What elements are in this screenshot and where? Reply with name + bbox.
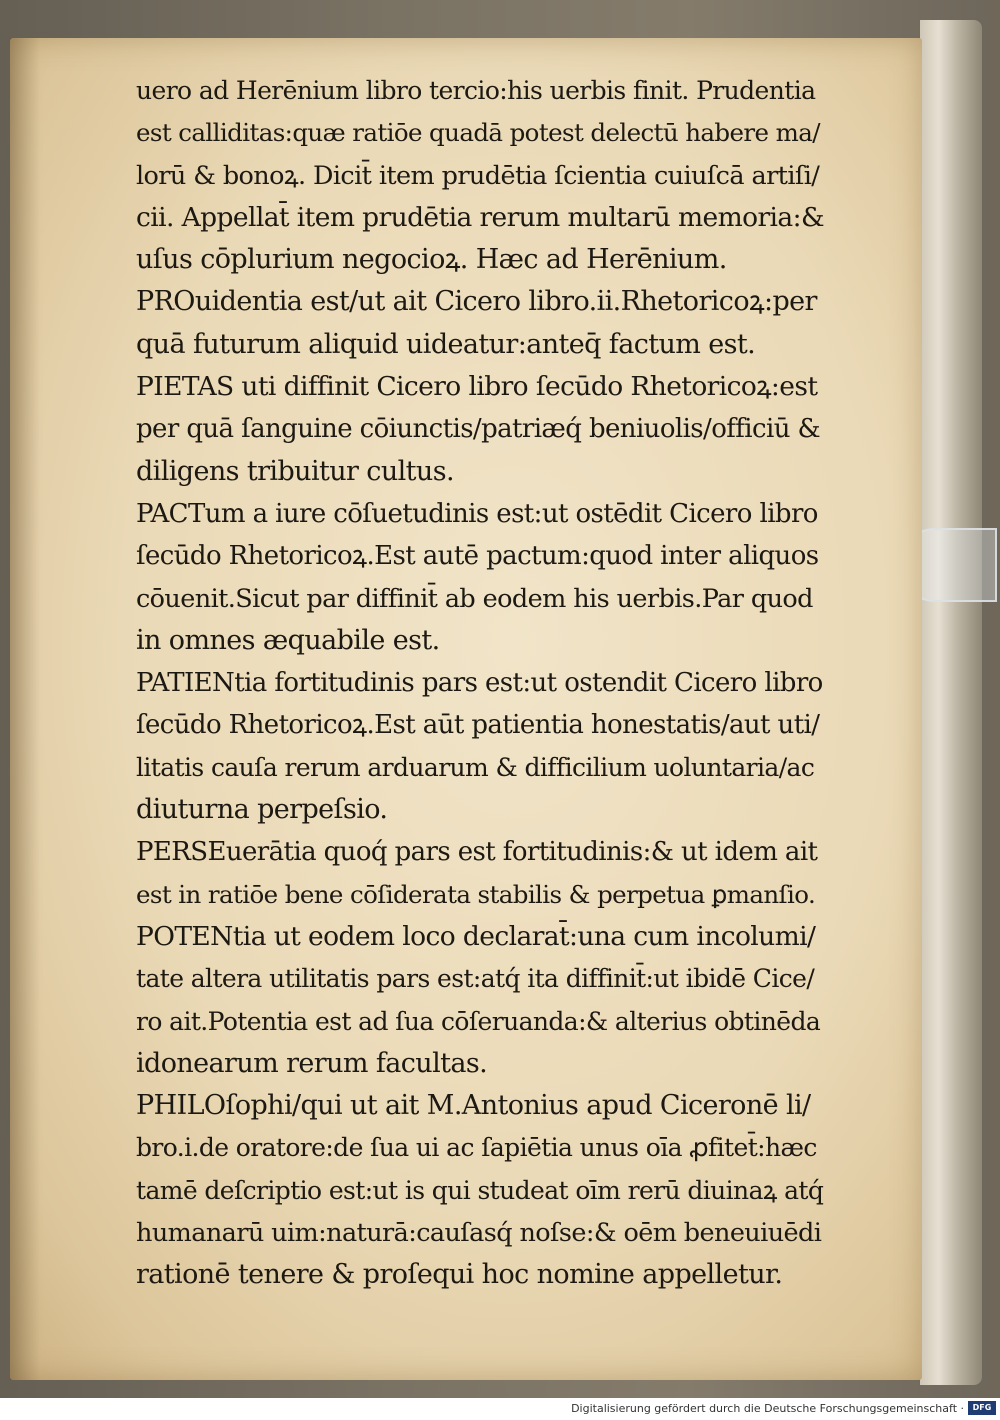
text-line: lorū & bonoꝝ. Dicit̄ item prudētia ſcientia cuiuſcā artiſi/ [136, 160, 820, 191]
text-line: in omnes æquabile est. [136, 624, 440, 656]
page-text [136, 70, 826, 1297]
page-gutter-shadow [10, 38, 40, 1380]
text-line: bro.i.de oratore:de ſua ui ac ſapiētia unus oīa ꝓfitet̄:hæc [136, 1133, 817, 1163]
text-line: ſecūdo Rhetoricoꝝ.Est aūt patientia honestatis/aut uti/ [136, 710, 820, 741]
text-line: est in ratiōe bene cōſiderata stabilis & perpetua ꝑmanſio. [136, 879, 816, 909]
text-line: per quā ſanguine cōiunctis/patriæq́ beniuolis/officiū & [136, 414, 821, 445]
text-line: rationē tenere & proſequi hoc nomine appelletur. [136, 1259, 783, 1291]
text-line: POTENtia ut eodem loco declarat̄:una cum incolumi/ [136, 920, 816, 952]
dfg-logo: DFG [968, 1401, 996, 1415]
text-line: diligens tribuitur cultus. [136, 455, 454, 487]
text-line: PERSEuerātia quoq́ pars est fortitudinis:& ut idem ait [136, 837, 818, 868]
text-line: tate altera utilitatis pars est:atq́ ita diffinit̄:ut ibidē Cice/ [136, 964, 815, 994]
text-line: litatis cauſa rerum arduarum & difficilium uoluntaria/ac [136, 752, 815, 782]
text-line: ro ait.Potentia est ad ſua cōſeruanda:& alterius obtinēda [136, 1006, 821, 1036]
text-line: uero ad Herēnium libro tercio:his uerbis finit. Prudentia [136, 76, 816, 105]
text-line: est calliditas:quæ ratiōe quadā potest delectū habere ma/ [136, 118, 820, 148]
text-line: cii. Appellat̄ item prudētia rerum multarū memoria:& [136, 201, 824, 233]
text-line: PIETAS uti diffinit Cicero libro ſecūdo Rhetoricoꝝ:est [136, 371, 818, 403]
page-edges [920, 20, 982, 1385]
text-line: PHILOſophi/qui ut ait M.Antonius apud Ciceronē li/ [136, 1090, 811, 1122]
text-line: diuturna perpeſsio. [136, 794, 388, 826]
text-line: PATIENtia fortitudinis pars est:ut ostendit Cicero libro [136, 668, 823, 699]
text-line: PROuidentia est/ut ait Cicero libro.ii.Rhetoricoꝝ:per [136, 286, 817, 318]
text-line: ſecūdo Rhetoricoꝝ.Est autē pactum:quod inter aliquos [136, 541, 819, 572]
text-line: quā futurum aliquid uideatur:anteq̄ factum est. [136, 328, 756, 360]
text-line: PACTum a iure cōſuetudinis est:ut ostēdit Cicero libro [136, 498, 818, 529]
text-line: tamē deſcriptio est:ut is qui studeat oīm rerū diuinaꝝ atq́ [136, 1175, 824, 1205]
text-line: idonearum rerum facultas. [136, 1047, 488, 1079]
text-line: cōuenit.Sicut par diffinit̄ ab eodem his uerbis.Par quod [136, 583, 813, 614]
text-line: uſus cōplurium negocioꝝ. Hæc ad Herēnium. [136, 244, 727, 276]
text-line: humanarū uim:naturā:cauſasq́ noſse:& oēm beneuiuēdi [136, 1218, 822, 1249]
footer-credit: Digitalisierung gefördert durch die Deutsche Forschungsgemeinschaft · [571, 1402, 964, 1415]
